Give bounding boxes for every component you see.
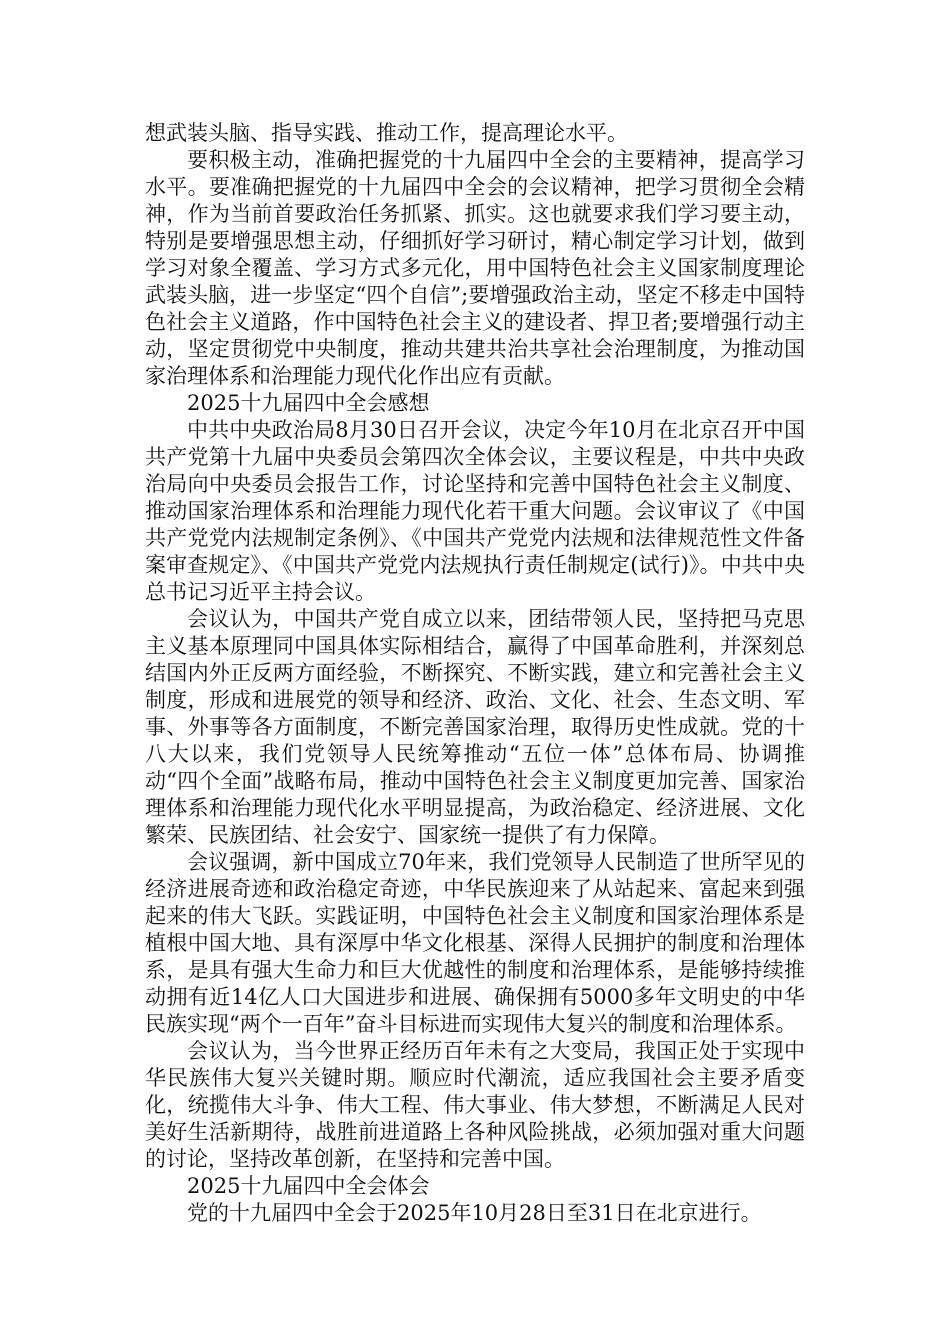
paragraph-study-initiative: 要积极主动，准确把握党的十九届四中全会的主要精神，提高学习水平。要准确把握党的十九届四中全会的会议精神，把学习贯彻全会精神，作为当前首要政治任务抓紧、抓实。这也就要求我们学习要主动，特别是要增强思想主动，仔细抓好学习研讨，精心制定学习计划，做到学习对象全覆盖、学习方式多元化，用中国特色社会主义国家制度理论武装头脑，进一步坚定“四个自信”;要增强政治主动，坚定不移走中国特色社会主义道路，作中国特色社会主义的建设者、捍卫者;要增强行动主动，坚定贯彻党中央制度，推动共建共治共享社会治理制度，为推动国家治理体系和治理能力现代化作出应有贡献。	[145, 148, 805, 388]
section-heading-thoughts: 2025十九届四中全会感想	[187, 391, 430, 415]
paragraph-meeting-opinion: 会议认为，中国共产党自成立以来，团结带领人民，坚持把马克思主义基本原理同中国具体实际相结合，赢得了中国革命胜利，并深刻总结国内外正反两方面经验，不断探究、不断实践，建立和完善社会主义制度，形成和进展党的领导和经济、政治、文化、社会、生态文明、军事、外事等各方面制度，不断完善国家治理，取得历史性成就。党的十八大以来，我们党领导人民统筹推动“五位一体”总体布局、协调推动“四个全面”战略布局，推动中国特色社会主义制度更加完善、国家治理体系和治理能力现代化水平明显提高，为政治稳定、经济进展、文化繁荣、民族团结、社会安宁、国家统一提供了有力保障。	[145, 607, 805, 847]
paragraph-politburo-meeting: 中共中央政治局8月30日召开会议，决定今年10月在北京召开中国共产党第十九届中央委员会第四次全体会议，主要议程是，中共中央政治局向中央委员会报告工作，讨论坚持和完善中国特色社会主义制度、推动国家治理体系和治理能力现代化若干重大问题。会议审议了《中国共产党党内法规制定条例》、《中国共产党党内法规和法律规范性文件备案审查规定》、《中国共产党党内法规执行责任制规定(试行)》。中共中央总书记习近平主持会议。	[145, 418, 805, 604]
paragraph-meeting-emphasis: 会议强调，新中国成立70年来，我们党领导人民制造了世所罕见的经济进展奇迹和政治稳定奇迹，中华民族迎来了从站起来、富起来到强起来的伟大飞跃。实践证明，中国特色社会主义制度和国家治理体系是植根中国大地、具有深厚中华文化根基、深得人民拥护的制度和治理体系，是具有强大生命力和巨大优越性的制度和治理体系，是能够持续推动拥有近14亿人口大国进步和进展、确保拥有5000多年文明史的中华民族实现“两个一百年”奋斗目标进而实现伟大复兴的制度和治理体系。	[145, 850, 805, 1036]
paragraph-world-change: 会议认为，当今世界正经历百年未有之大变局，我国正处于实现中华民族伟大复兴关键时期。顺应时代潮流，适应我国社会主要矛盾变化，统揽伟大斗争、伟大工程、伟大事业、伟大梦想，不断满足人民对美好生活新期待，战胜前进道路上各种风险挑战，必须加强对重大问题的讨论，坚持改革创新，在坚持和完善中国。	[145, 1039, 805, 1171]
paragraph-continuation: 想武装头脑、指导实践、推动工作，提高理论水平。	[145, 121, 628, 145]
document-page	[145, 120, 805, 1227]
section-heading-reflections: 2025十九届四中全会体会	[187, 1174, 430, 1198]
paragraph-plenary-dates: 党的十九届四中全会于2025年10月28日至31日在北京进行。	[187, 1201, 762, 1225]
